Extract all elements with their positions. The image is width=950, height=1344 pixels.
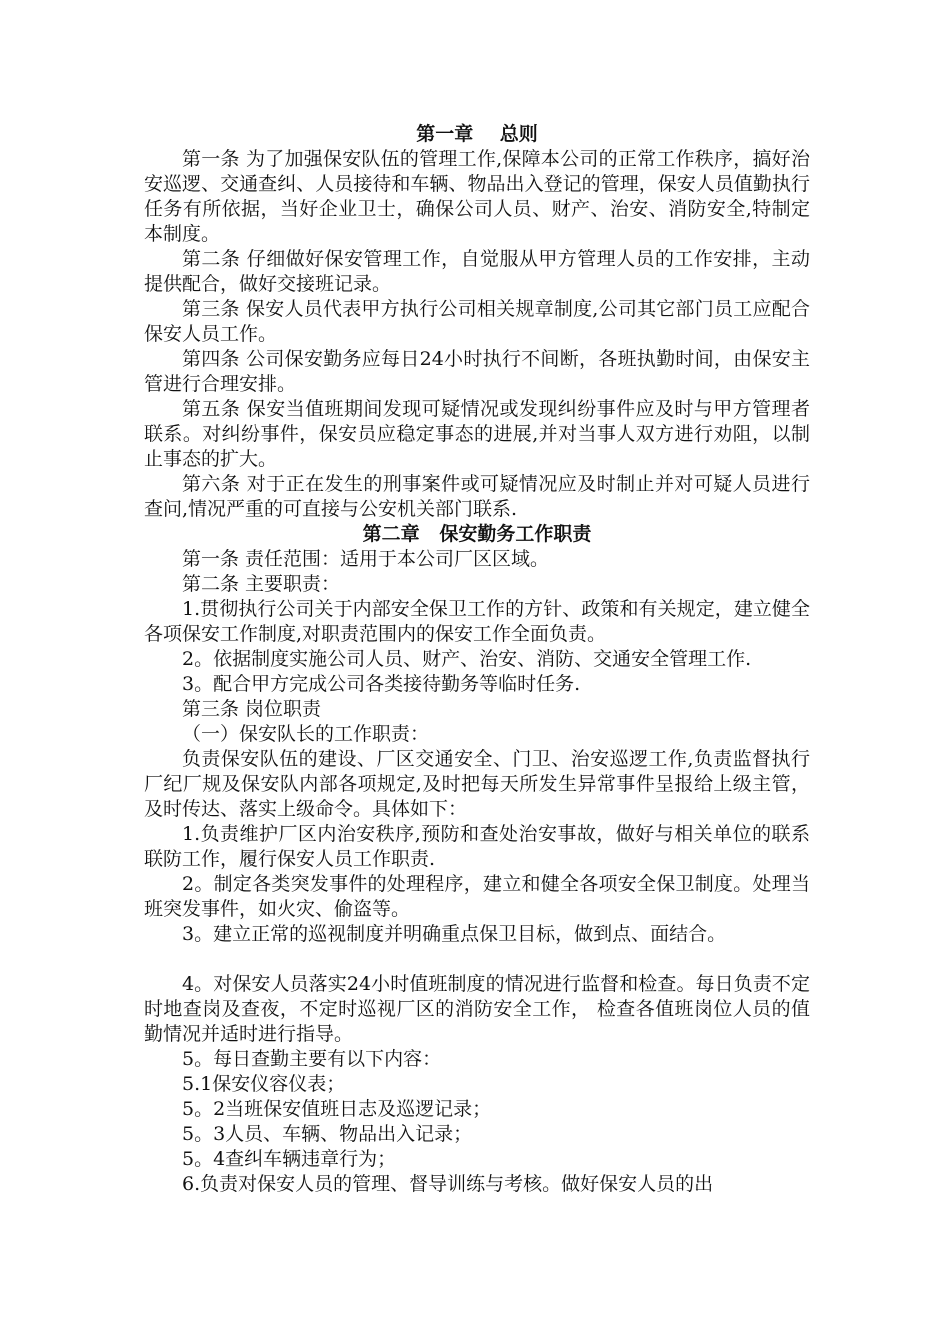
chapter-1-article-1: 第一条 为了加强保安队伍的管理工作,保障本公司的正常工作秩序，搞好治安巡逻、交通查纠、人员接待和车辆、物品出入登记的管理，保安人员值勤执行任务有所依据，当好企业卫士，确保公司人员、财产、治安、消防安全,特制定本制度。	[144, 148, 810, 245]
chapter-1-article-3: 第三条 保安人员代表甲方执行公司相关规章制度,公司其它部门员工应配合保安人员工作。	[144, 298, 810, 345]
duty-item-1: 1.贯彻执行公司关于内部安全保卫工作的方针、政策和有关规定，建立健全各项保安工作制度,对职责范围内的保安工作全面负责。	[144, 598, 810, 645]
captain-duty-5: 5。每日查勤主要有以下内容：	[182, 1048, 442, 1070]
inspection-item-5-4: 5。4查纠车辆违章行为；	[182, 1148, 397, 1170]
captain-duty-3: 3。建立正常的巡视制度并明确重点保卫目标，做到点、面结合。	[182, 923, 727, 945]
duty-item-3: 3。配合甲方完成公司各类接待勤务等临时任务.	[182, 673, 581, 695]
chapter-1-article-2: 第二条 仔细做好保安管理工作，自觉服从甲方管理人员的工作安排，主动提供配合，做好交接班记录。	[144, 248, 810, 295]
blank-line	[144, 947, 810, 972]
captain-duty-1: 1.负责维护厂区内治安秩序,预防和查处治安事故，做好与相关单位的联系联防工作，履行保安人员工作职责.	[144, 823, 810, 870]
chapter-1-article-5: 第五条 保安当值班期间发现可疑情况或发现纠纷事件应及时与甲方管理者联系。对纠纷事件，保安员应稳定事态的进展,并对当事人双方进行劝阻，以制止事态的扩大。	[144, 398, 810, 470]
duty-item-2: 2。依据制度实施公司人员、财产、治安、消防、交通安全管理工作.	[182, 648, 752, 670]
inspection-item-5-3: 5。3人员、车辆、物品出入记录；	[182, 1123, 473, 1145]
inspection-item-5-1: 5.1保安仪容仪表；	[182, 1073, 346, 1095]
inspection-item-5-2: 5。2当班保安值班日志及巡逻记录；	[182, 1098, 492, 1120]
chapter-2-article-2: 第二条 主要职责：	[182, 573, 341, 595]
captain-duty-4: 4。对保安人员落实24小时值班制度的情况进行监督和检查。每日负责不定时地查岗及查夜，不定时巡视厂区的消防安全工作， 检查各值班岗位人员的值勤情况并适时进行指导。	[144, 973, 810, 1045]
captain-duty-6: 6.负责对保安人员的管理、督导训练与考核。做好保安人员的出	[182, 1173, 714, 1195]
captain-duty-2: 2。制定各类突发事件的处理程序，建立和健全各项安全保卫制度。处理当班突发事件，如火灾、偷盗等。	[144, 873, 810, 920]
chapter-2-article-1: 第一条 责任范围：适用于本公司厂区区域。	[182, 548, 550, 570]
chapter-2-article-3: 第三条 岗位职责	[182, 698, 322, 720]
captain-overview: 负责保安队伍的建设、厂区交通安全、门卫、治安巡逻工作,负责监督执行厂纪厂规及保安队内部各项规定,及时把每天所发生异常事件呈报给上级主管，及时传达、落实上级命令。具体如下：	[144, 748, 810, 820]
chapter-1-article-6: 第六条 对于正在发生的刑事案件或可疑情况应及时制止并对可疑人员进行查问,情况严重的可直接与公安机关部门联系.	[144, 473, 810, 520]
chapter-2-title: 第二章 保安勤务工作职责	[362, 523, 592, 545]
section-heading-captain: （一）保安队长的工作职责：	[182, 723, 430, 745]
chapter-1-title: 第一章 总则	[416, 123, 538, 145]
chapter-1-article-4: 第四条 公司保安勤务应每日24小时执行不间断，各班执勤时间，由保安主管进行合理安排。	[144, 348, 810, 395]
document-page	[144, 122, 810, 1197]
